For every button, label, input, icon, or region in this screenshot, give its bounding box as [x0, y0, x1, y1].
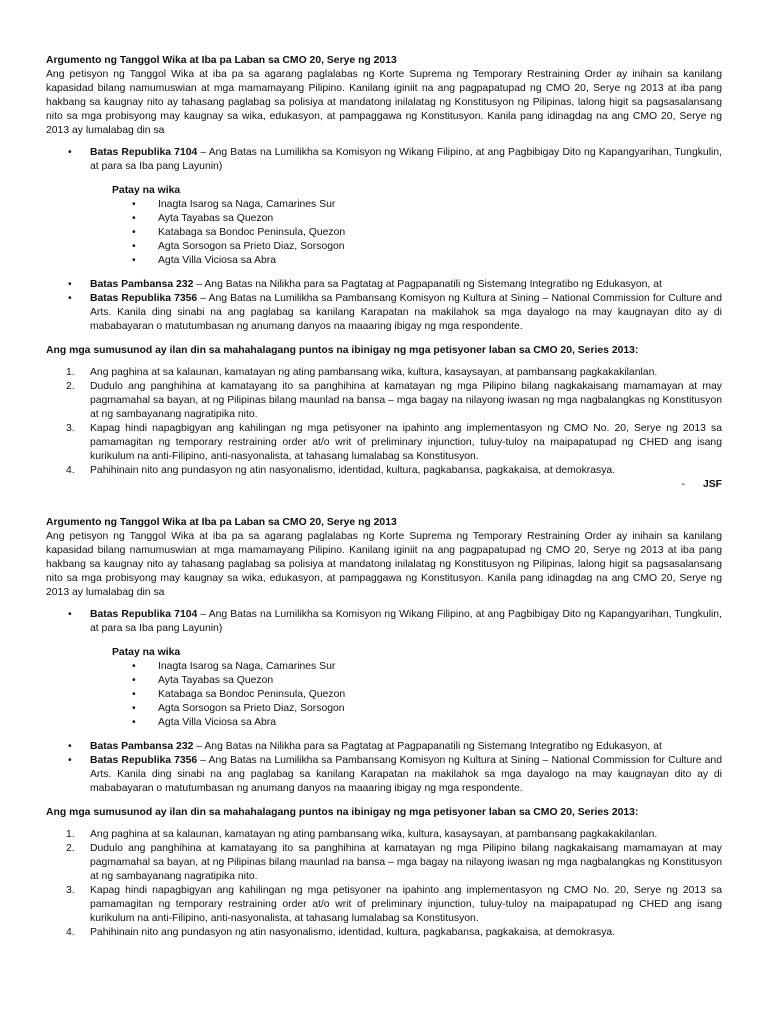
list-item-text: Inagta Isarog sa Naga, Camarines Sur — [158, 199, 336, 210]
points-list — [46, 828, 722, 940]
point-text: Ang paghina at sa kalaunan, kamatayan ng ating pambansang wika, kultura, kasaysayan, at pambansang pagkakakilanlan. — [90, 367, 658, 378]
list-item — [112, 226, 722, 240]
dead-languages-title: Patay na wika — [112, 185, 181, 196]
point-item — [46, 422, 722, 464]
law-name: Batas Republika 7356 — [90, 755, 198, 766]
point-number: 4. — [66, 927, 75, 938]
list-item-text: Agta Villa Viciosa sa Abra — [158, 717, 277, 728]
law-item — [46, 754, 722, 796]
list-item-text: Katabaga sa Bondoc Peninsula, Quezon — [158, 689, 346, 700]
section-title: Argumento ng Tanggol Wika at Iba pa Laban sa CMO 20, Serye ng 2013 — [46, 55, 397, 66]
point-text: Dudulo ang panghihina at kamatayang ito sa panghihina at kamatayan ng mga Pilipino bilang nagkakaisang mamamayan at may pagmamahal sa bayan, at ng Pilipinas bilang maunlad na bansa – mga bagay na nilayong iwasan ng mga nagbalangkas ng Konstitusyon at ng sambayanang nagratipika nito. — [90, 843, 722, 882]
argument-section-1 — [46, 54, 722, 492]
point-text: Ang paghina at sa kalaunan, kamatayan ng ating pambansang wika, kultura, kasaysayan, at pambansang pagkakakilanlan. — [90, 829, 658, 840]
bullet-icon: • — [132, 241, 136, 252]
law-description: – Ang Batas na Lumilikha sa Pambansang Komisyon ng Kultura at Sining – National Commission for Culture and Arts. Kanila ding sinabi na ang paglabag sa kanilang Karapatan na makilahok sa mga dayalogo na may kaugnayan dito ay di mababayaran o matutumbasan ng anumang danyos na maaaring ibigay ng mga respondente. — [90, 293, 722, 332]
list-item-text: Ayta Tayabas sa Quezon — [158, 213, 274, 224]
bullet-icon: • — [132, 703, 136, 714]
bullet-icon: • — [132, 717, 136, 728]
argument-section-2 — [46, 516, 722, 940]
list-item-text: Agta Sorsogon sa Prieto Diaz, Sorsogon — [158, 703, 345, 714]
bullet-icon: • — [68, 293, 72, 304]
point-text: Kapag hindi napagbigyan ang kahilingan ng mga petisyoner na ipahinto ang implementasyon ng CMO No. 20, Serye ng 2013 sa pamamagitan ng temporary restraining order at/o writ of preliminary injunction, tuluy-tuloy na maipapatupad ng CHED ang isang kurikulum na anti-Filipino, anti-nasyonalista, at tahasang lumalabag sa Konstitusyon. — [90, 885, 722, 924]
bullet-icon: • — [68, 609, 72, 620]
list-item-text: Agta Villa Viciosa sa Abra — [158, 255, 277, 266]
bullet-icon: • — [132, 689, 136, 700]
law-name: Batas Pambansa 232 — [90, 741, 194, 752]
point-text: Kapag hindi napagbigyan ang kahilingan ng mga petisyoner na ipahinto ang implementasyon ng CMO No. 20, Serye ng 2013 sa pamamagitan ng temporary restraining order at/o writ of preliminary injunction, tuluy-tuloy na maipapatupad ng CHED ang isang kurikulum na anti-Filipino, anti-nasyonalista, at tahasang lumalabag sa Konstitusyon. — [90, 423, 722, 462]
list-item-text: Inagta Isarog sa Naga, Camarines Sur — [158, 661, 336, 672]
list-item — [112, 254, 722, 268]
dead-languages — [112, 184, 722, 268]
point-number: 1. — [66, 829, 75, 840]
point-number: 4. — [66, 465, 75, 476]
law-item — [46, 608, 722, 636]
dead-languages-list — [112, 198, 722, 268]
section-intro: Ang petisyon ng Tanggol Wika at iba pa sa agarang paglalabas ng Korte Suprema ng Temporary Restraining Order ay inihain sa kanilang kapasidad bilang namumuswian at mga mamamayang Pilipino. Kanilang iginiit na ang pagpapatupad ng CMO 20, Serye ng 2013 at iba pang hakbang sa kaugnay nito ay tahasang paglabag sa polisiya at mandatong inilalatag ng Konstitusyon ng Pilipinas, lalong higit sa pagsasalansang nito sa mga probisyong may kaugnay sa wika, edukasyon, at pampaggawa ng Konstitusyon. Kanila pang idinagdag na ang CMO 20, Serye ng 2013 ay lumalabag din sa — [46, 69, 722, 136]
law-name: Batas Republika 7104 — [90, 609, 198, 620]
list-item — [112, 674, 722, 688]
bullet-icon: • — [132, 199, 136, 210]
list-item — [112, 212, 722, 226]
point-item — [46, 884, 722, 926]
point-text: Pahihinain nito ang pundasyon ng atin nasyonalismo, identidad, kultura, pagkabansa, pagkakaisa, at demokrasya. — [90, 465, 616, 476]
bullet-icon: • — [68, 147, 72, 158]
bullet-icon: • — [132, 661, 136, 672]
law-item — [46, 292, 722, 334]
point-item — [46, 842, 722, 884]
list-item — [112, 198, 722, 212]
signature-dash: - — [681, 479, 685, 490]
points-title: Ang mga sumusunod ay ilan din sa mahahalagang puntos na ibinigay ng mga petisyoner laban sa CMO 20, Series 2013: — [46, 345, 639, 356]
bullet-icon: • — [132, 675, 136, 686]
list-item — [112, 240, 722, 254]
list-item — [112, 660, 722, 674]
bullet-icon: • — [68, 279, 72, 290]
law-item — [46, 740, 722, 754]
law-list — [46, 278, 722, 334]
list-item — [112, 716, 722, 730]
point-item — [46, 464, 722, 478]
bullet-icon: • — [132, 213, 136, 224]
law-description: – Ang Batas na Lumilikha sa Komisyon ng Wikang Filipino, at ang Pagbibigay Dito ng Kapangyarihan, Tungkulin, at para sa Iba pang Layunin) — [90, 147, 722, 172]
law-description: – Ang Batas na Lumilikha sa Pambansang Komisyon ng Kultura at Sining – National Commission for Culture and Arts. Kanila ding sinabi na ang paglabag sa kanilang Karapatan na makilahok sa mga dayalogo na may kaugnayan dito ay di mababayaran o matutumbasan ng anumang danyos na maaaring ibigay ng mga respondente. — [90, 755, 722, 794]
dead-languages-list — [112, 660, 722, 730]
law-description: – Ang Batas na Nilikha para sa Pagtatag at Pagpapanatili ng Sistemang Integratibo ng Edukasyon, at — [193, 741, 662, 752]
dead-languages — [112, 646, 722, 730]
bullet-icon: • — [68, 755, 72, 766]
law-name: Batas Republika 7356 — [90, 293, 198, 304]
law-list — [46, 740, 722, 796]
point-item — [46, 380, 722, 422]
point-item — [46, 926, 722, 940]
law-list — [46, 146, 722, 174]
list-item-text: Ayta Tayabas sa Quezon — [158, 675, 274, 686]
point-number: 2. — [66, 381, 75, 392]
section-intro: Ang petisyon ng Tanggol Wika at iba pa sa agarang paglalabas ng Korte Suprema ng Temporary Restraining Order ay inihain sa kanilang kapasidad bilang namumuswian at mga mamamayang Pilipino. Kanilang iginiit na ang pagpapatupad ng CMO 20, Serye ng 2013 at iba pang hakbang sa kaugnay nito ay tahasang paglabag sa polisiya at mandatong inilalatag ng Konstitusyon ng Pilipinas, lalong higit sa pagsasalansang nito sa mga probisyong may kaugnay sa wika, edukasyon, at pampaggawa ng Konstitusyon. Kanila pang idinagdag na ang CMO 20, Serye ng 2013 ay lumalabag din sa — [46, 531, 722, 598]
point-number: 2. — [66, 843, 75, 854]
list-item — [112, 702, 722, 716]
points-title: Ang mga sumusunod ay ilan din sa mahahalagang puntos na ibinigay ng mga petisyoner laban sa CMO 20, Series 2013: — [46, 807, 639, 818]
bullet-icon: • — [68, 741, 72, 752]
points-list — [46, 366, 722, 478]
signature — [46, 478, 722, 492]
point-number: 3. — [66, 885, 75, 896]
list-item — [112, 688, 722, 702]
signature-initials: JSF — [702, 479, 722, 490]
point-number: 3. — [66, 423, 75, 434]
law-description: – Ang Batas na Nilikha para sa Pagtatag at Pagpapanatili ng Sistemang Integratibo ng Edukasyon, at — [193, 279, 662, 290]
law-list — [46, 608, 722, 636]
law-name: Batas Republika 7104 — [90, 147, 198, 158]
list-item-text: Katabaga sa Bondoc Peninsula, Quezon — [158, 227, 346, 238]
dead-languages-title: Patay na wika — [112, 647, 181, 658]
law-item — [46, 278, 722, 292]
bullet-icon: • — [132, 227, 136, 238]
point-item — [46, 366, 722, 380]
point-number: 1. — [66, 367, 75, 378]
point-item — [46, 828, 722, 842]
bullet-icon: • — [132, 255, 136, 266]
law-item — [46, 146, 722, 174]
law-description: – Ang Batas na Lumilikha sa Komisyon ng Wikang Filipino, at ang Pagbibigay Dito ng Kapangyarihan, Tungkulin, at para sa Iba pang Layunin) — [90, 609, 722, 634]
section-title: Argumento ng Tanggol Wika at Iba pa Laban sa CMO 20, Serye ng 2013 — [46, 517, 397, 528]
list-item-text: Agta Sorsogon sa Prieto Diaz, Sorsogon — [158, 241, 345, 252]
law-name: Batas Pambansa 232 — [90, 279, 194, 290]
point-text: Dudulo ang panghihina at kamatayang ito sa panghihina at kamatayan ng mga Pilipino bilang nagkakaisang mamamayan at may pagmamahal sa bayan, at ng Pilipinas bilang maunlad na bansa – mga bagay na nilayong iwasan ng mga nagbalangkas ng Konstitusyon at ng sambayanang nagratipika nito. — [90, 381, 722, 420]
point-text: Pahihinain nito ang pundasyon ng atin nasyonalismo, identidad, kultura, pagkabansa, pagkakaisa, at demokrasya. — [90, 927, 616, 938]
